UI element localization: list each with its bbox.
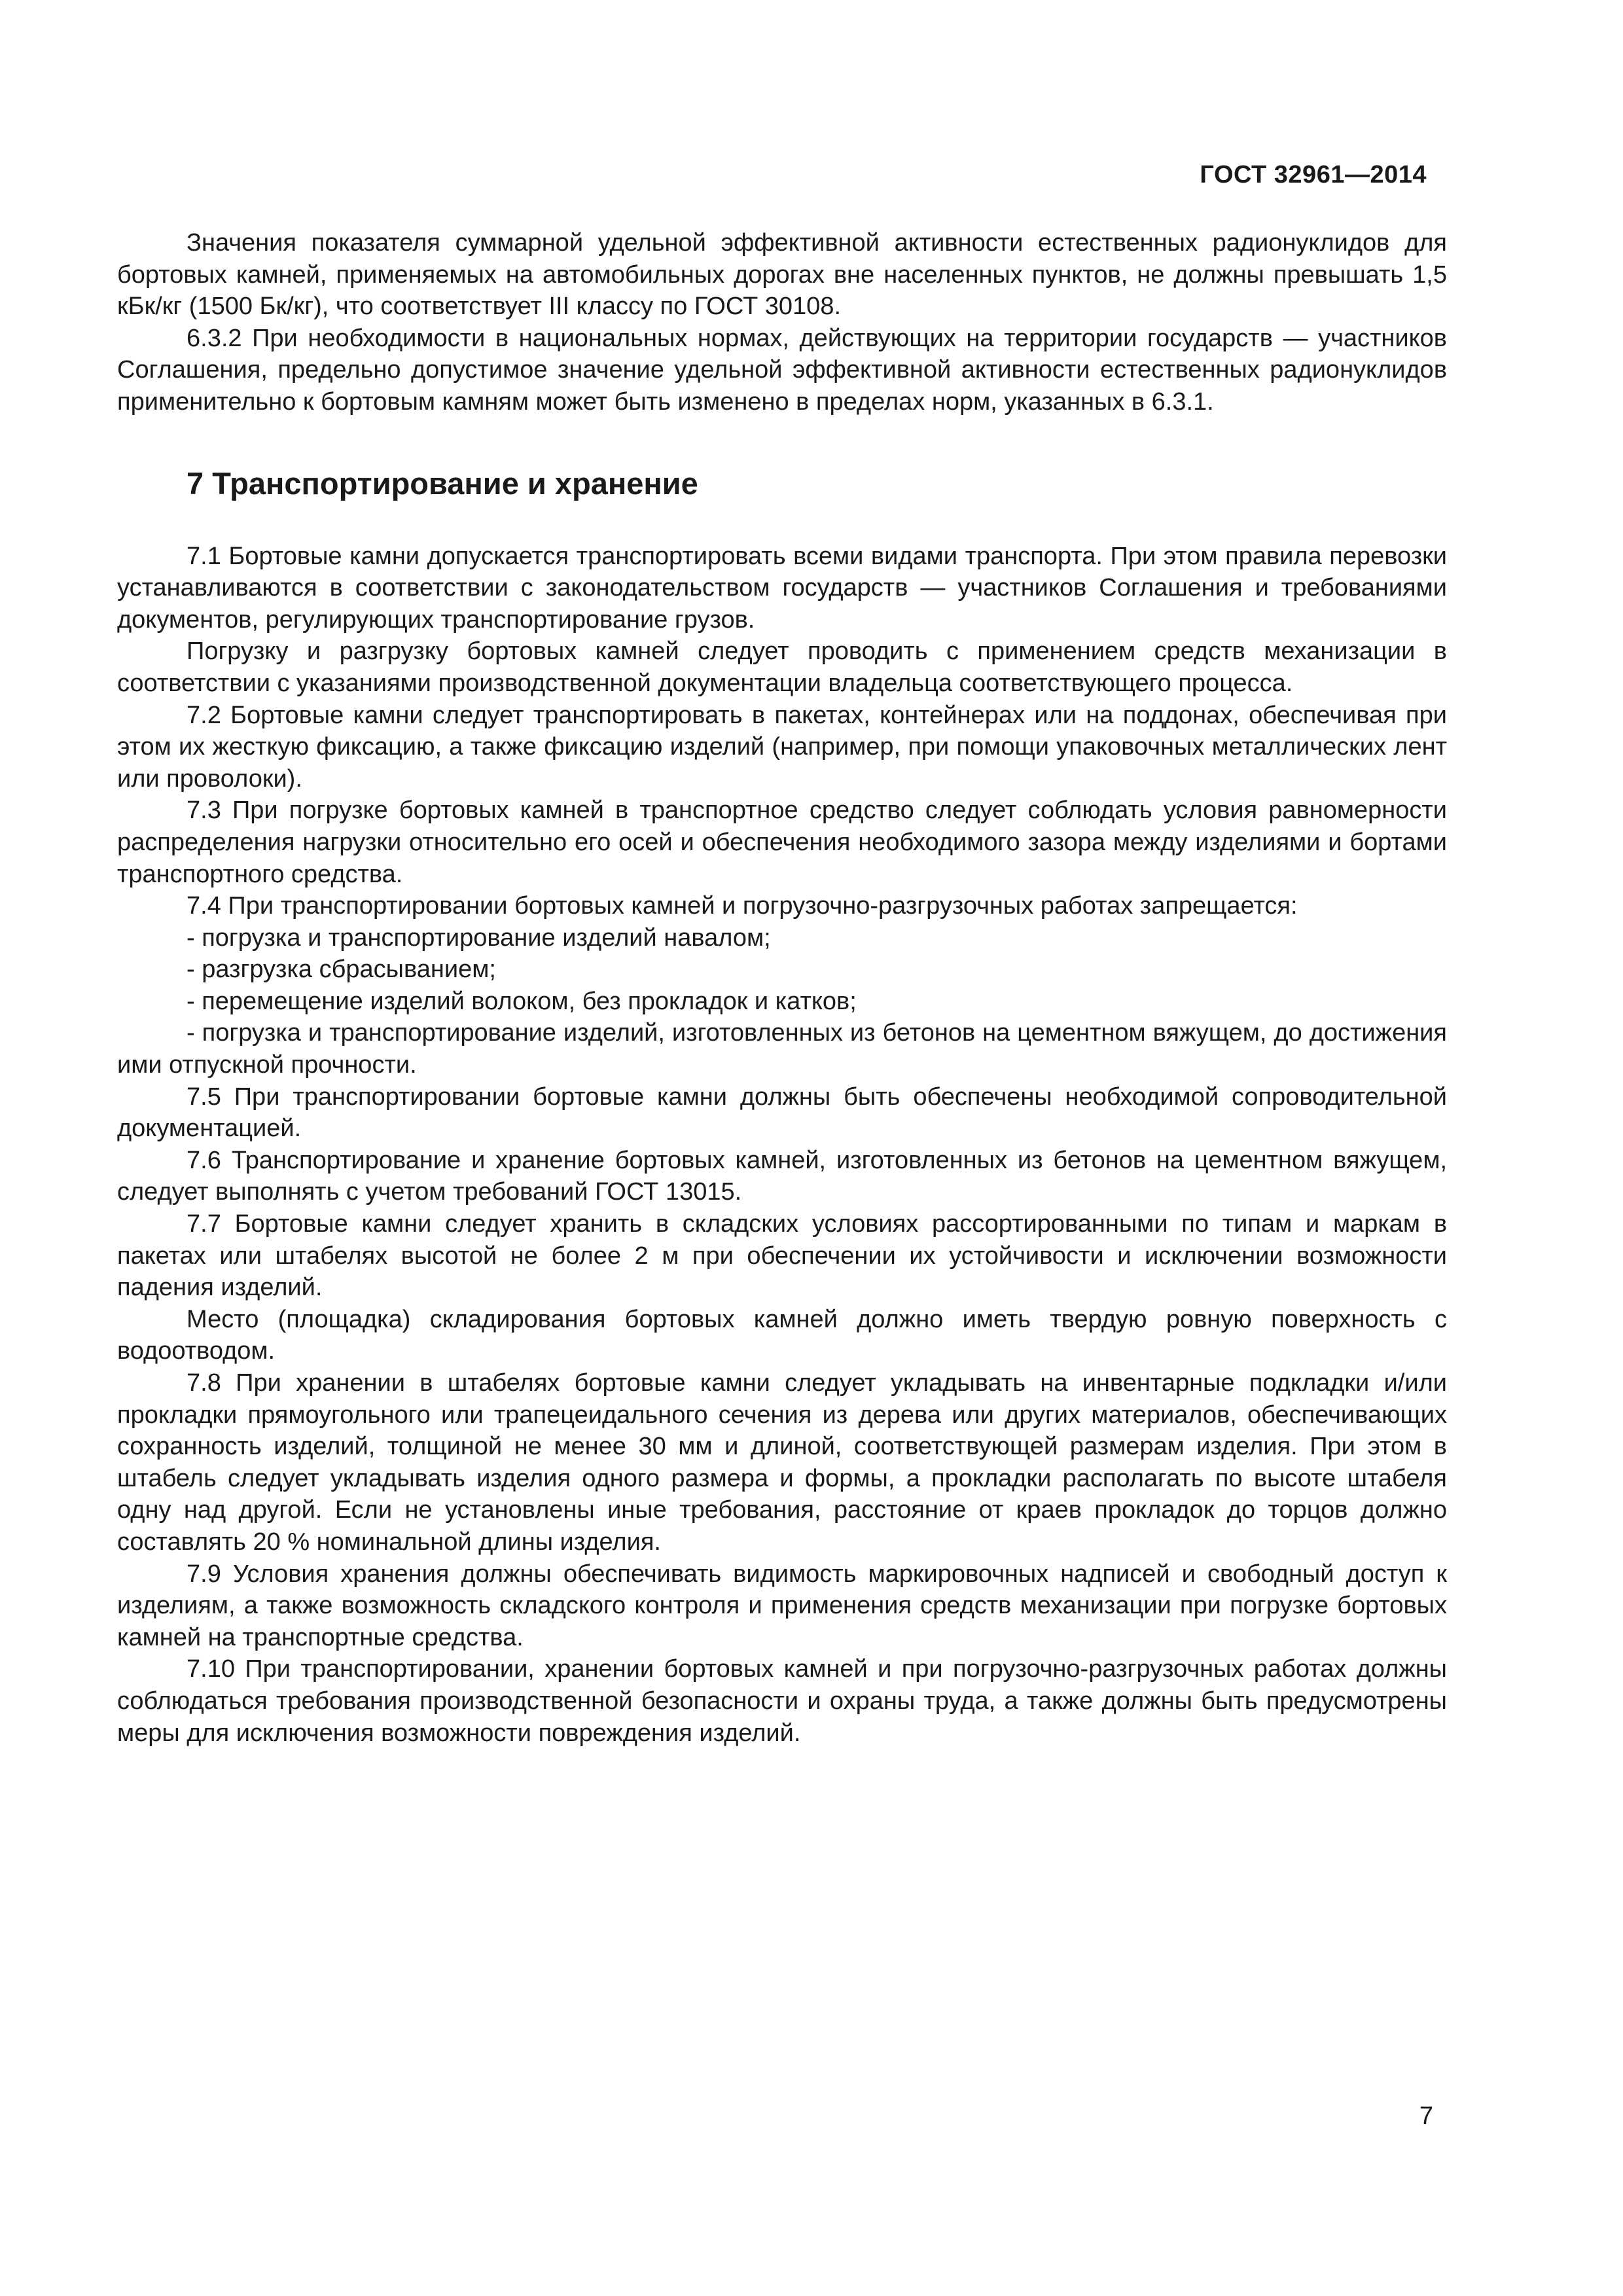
paragraph-7-7: 7.7 Бортовые камни следует хранить в складских условиях рассортированными по типам и маркам в пакетах или штабелях высотой не более 2 м при обеспечении их устойчивости и исключении возможности падения изделий. <box>117 1210 1447 1302</box>
page-number: 7 <box>1419 2102 1433 2130</box>
paragraph-7-9: 7.9 Условия хранения должны обеспечивать видимость маркировочных надписей и свободный доступ к изделиям, а также возможность складского контроля и применения средств механизации при погрузке бортовых камней на транспортные средства. <box>117 1560 1447 1651</box>
paragraph-7-8: 7.8 При хранении в штабелях бортовые камни следует укладывать на инвентарные подкладки и/или прокладки прямоугольного или трапецеидального сечения из дерева или других материалов, обеспечивающих сохранность изделий, толщиной не менее 30 мм и длиной, соответствующей размерам изделия. При этом в штабель следует укладывать изделия одного размера и формы, а прокладки располагать по высоте штабеля одну над другой. Если не установлены иные требования, расстояние от краев прокладок до торцов должно составлять 20 % номинальной длины изделия. <box>117 1369 1447 1556</box>
paragraph-storage-site: Место (площадка) складирования бортовых камней должно иметь твердую ровную поверхность с водоотводом. <box>117 1305 1447 1365</box>
paragraph-7-6: 7.6 Транспортирование и хранение бортовых камней, изготовленных из бетонов на цементном вяжущем, следует выполнять с учетом требований ГОСТ 13015. <box>117 1146 1447 1206</box>
list-item-dragging: - перемещение изделий волоком, без прокладок и катков; <box>187 987 857 1015</box>
paragraph-7-10: 7.10 При транспортировании, хранении бортовых камней и при погрузочно-разгрузочных работах должны соблюдаться требования производственной безопасности и охраны труда, а также должны быть предусмотрены меры для исключения возможности повреждения изделий. <box>117 1655 1447 1747</box>
standard-id-header: ГОСТ 32961—2014 <box>1200 161 1427 188</box>
paragraph-7-5: 7.5 При транспортировании бортовые камни должны быть обеспечены необходимой сопроводительной документацией. <box>117 1083 1447 1143</box>
page-content <box>117 227 1447 1749</box>
intro-paragraph-6-3-2: 6.3.2 При необходимости в национальных нормах, действующих на территории государств — участников Соглашения, предельно допустимое значение удельной эффективной активности естественных радионуклидов применительно к бортовым камням может быть изменено в пределах норм, указанных в 6.3.1. <box>117 324 1447 416</box>
paragraph-7-3: 7.3 При погрузке бортовых камней в транспортное средство следует соблюдать условия равномерности распределения нагрузки относительно его осей и обеспечения необходимого зазора между изделиями и бортами транспортного средства. <box>117 797 1447 888</box>
paragraph-7-2: 7.2 Бортовые камни следует транспортировать в пакетах, контейнерах или на поддонах, обеспечивая при этом их жесткую фиксацию, а также фиксацию изделий (например, при помощи упаковочных металлических лент или проволоки). <box>117 701 1447 793</box>
list-item-dropping: - разгрузка сбрасыванием; <box>187 956 496 984</box>
list-item-bulk-loading: - погрузка и транспортирование изделий навалом; <box>187 924 771 952</box>
paragraph-7-4: 7.4 При транспортировании бортовых камней и погрузочно-разгрузочных работах запрещается: <box>187 892 1298 920</box>
intro-paragraph-radionuclides: Значения показателя суммарной удельной эффективной активности естественных радионуклидов для бортовых камней, применяемых на автомобильных дорогах вне населенных пунктов, не должны превышать 1,5 кБк/кг (1500 Бк/кг), что соответствует III классу по ГОСТ 30108. <box>117 229 1447 321</box>
list-item-before-strength: - погрузка и транспортирование изделий, изготовленных из бетонов на цементном вяжущем, до достижения ими отпускной прочности. <box>117 1019 1447 1079</box>
section-title: 7 Транспортирование и хранение <box>187 465 698 501</box>
paragraph-loading-mechanization: Погрузку и разгрузку бортовых камней следует проводить с применением средств механизации в соответствии с указаниями производственной документации владельца соответствующего процесса. <box>117 637 1447 697</box>
paragraph-7-1: 7.1 Бортовые камни допускается транспортировать всеми видами транспорта. При этом правила перевозки устанавливаются в соответствии с законодательством государств — участников Соглашения и требованиями документов, регулирующих транспортирование грузов. <box>117 542 1447 634</box>
